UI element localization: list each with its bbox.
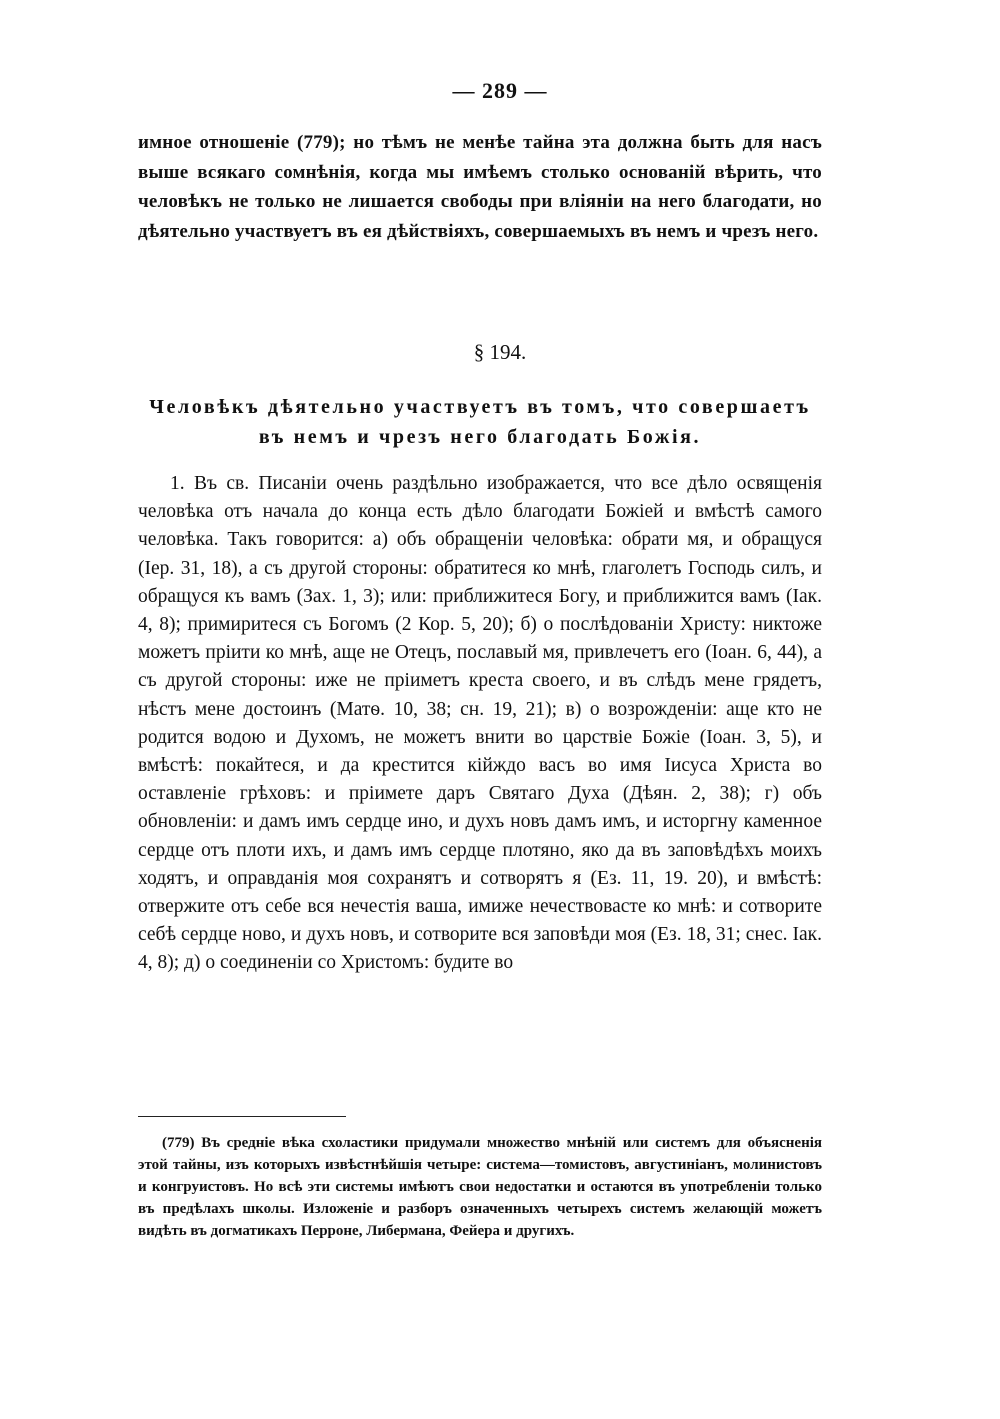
main-body-block — [138, 470, 822, 978]
section-title-line-2: въ немъ и чрезъ него благодать Божія. — [258, 426, 702, 448]
section-title — [120, 392, 840, 452]
intro-paragraph-block — [138, 128, 822, 246]
section-number: § 194. — [473, 340, 527, 364]
intro-paragraph: имное отношеніе (779); но тѣмъ не менѣе тайна эта должна быть для насъ выше всякаго сомнѣнія, когда мы имѣемъ столько основаній вѣрить, что человѣкъ не только не лишается свободы при вліяніи на него благодати, но дѣятельно участвуетъ въ ея дѣйствіяхъ, совершаемыхъ въ немъ и чрезъ него. — [138, 132, 822, 242]
footnote-divider — [138, 1116, 346, 1117]
page-number: — 289 — — [452, 78, 548, 103]
footnote-paragraph: (779) Въ средніе вѣка схоластики придумали множество мнѣній или системъ для объясненія этой тайны, изъ которыхъ извѣстнѣйшія четыре: система—томистовъ, августиніанъ, молинистовъ и конгруистовъ. Но всѣ эти системы имѣютъ свои недостатки и остаются въ употребленіи только въ предѣлахъ школы. Изложеніе и разборъ означенныхъ четырехъ системъ желающій можетъ видѣть въ догматикахъ Перроне, Либермана, Фейера и другихъ. — [138, 1135, 822, 1239]
section-title-line-1: Человѣкъ дѣятельно участвуетъ въ томъ, что совершаетъ — [149, 396, 811, 418]
footnote-block — [138, 1132, 822, 1242]
body-paragraph: 1. Въ св. Писаніи очень раздѣльно изображается, что все дѣло освященія человѣка отъ начала до конца есть дѣло благодати Божіей и вмѣстѣ самого человѣка. Такъ говорится: а) объ обращеніи человѣка: обрати мя, и обращуся (Іер. 31, 18), а съ другой стороны: обратитеся ко мнѣ, глаголетъ Господь силъ, и обращуся къ вамъ (Зах. 1, 3); или: приближитеся Богу, и приближится вамъ (Іак. 4, 8); примиритеся съ Богомъ (2 Кор. 5, 20); б) о послѣдованіи Христу: никтоже можетъ пріити ко мнѣ, аще не Отецъ, пославый мя, привлечетъ его (Іоан. 6, 44), а съ другой стороны: иже не пріиметъ креста своего, и въ слѣдъ мене грядетъ, нѣстъ мене достоинъ (Матѳ. 10, 38; сн. 19, 21); в) о возрожденіи: аще кто не родится водою и Духомъ, не можетъ внити во царствіе Божіе (Іоан. 3, 5), и вмѣстѣ: покайтеся, и да крестится кійждо васъ во имя Іисуса Христа во оставленіе грѣховъ: и пріимете даръ Святаго Духа (Дѣян. 2, 38); г) объ обновленіи: и дамъ имъ сердце ино, и духъ новъ дамъ имъ, и исторгну каменное сердце отъ плоти ихъ, и дамъ имъ сердце плотяно, яко да въ заповѣдѣхъ моихъ ходятъ, и оправданія моя сохранятъ и сотворятъ я (Ез. 11, 19. 20), и вмѣстѣ: отвержите отъ себе вся нечестія ваша, имиже нечествовасте ко мнѣ: и сотворите себѣ сердце ново, и духъ новъ, и сотворите вся заповѣди моя (Ез. 18, 31; снес. Іак. 4, 8); д) о соединеніи со Христомъ: будите во — [138, 473, 822, 974]
